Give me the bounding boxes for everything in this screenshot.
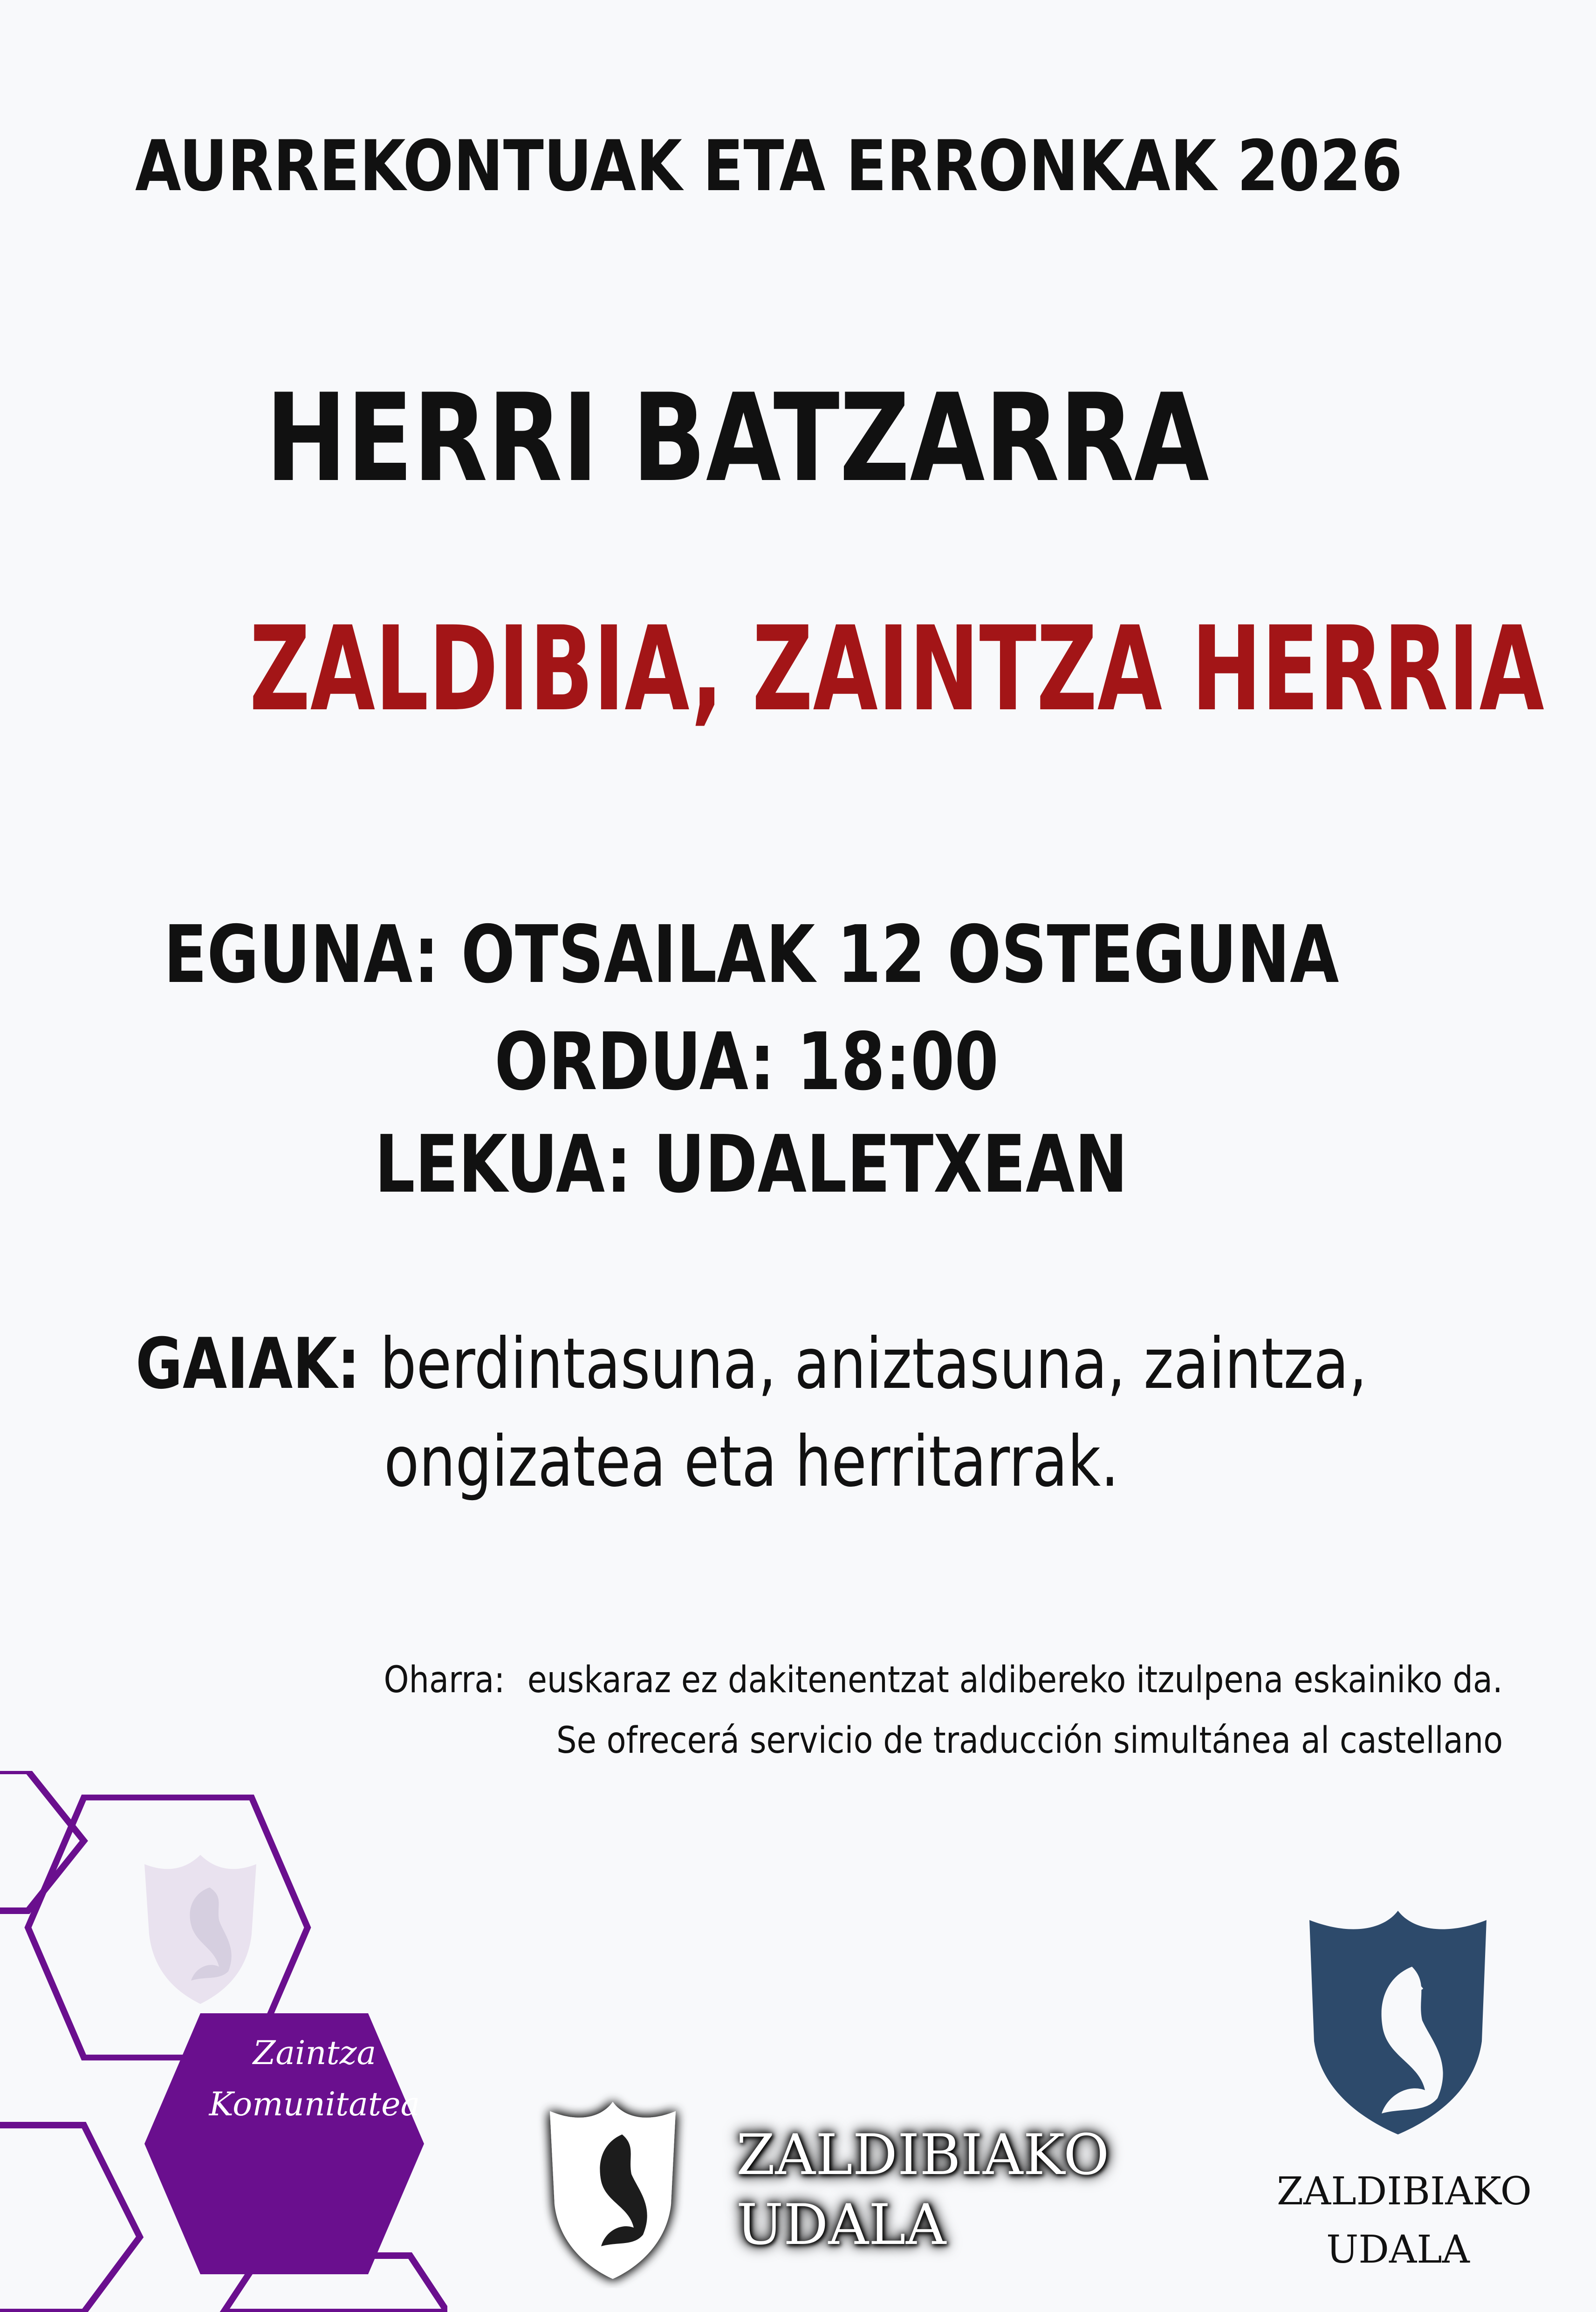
note-basque-wrap	[384, 1659, 1503, 1701]
community-logo-text	[193, 2027, 436, 2130]
topics-list-2: ongizatea eta herritarrak.	[384, 1421, 1119, 1502]
council-logo-center	[536, 2083, 1110, 2288]
highlight-text: ZALDIBIA, ZAINTZA HERRIA	[249, 601, 1544, 737]
council-logo-right-text	[1277, 2162, 1532, 2279]
subtitle-text: AURREKONTUAK ETA ERRONKAK 2026	[135, 126, 1403, 207]
title-text: HERRI BATZARRA	[266, 368, 1209, 509]
faded-horse-shield-icon	[144, 1855, 256, 2004]
event-time	[0, 1016, 1545, 1108]
note-spanish	[427, 1720, 1503, 1762]
note-label: Oharra:	[384, 1659, 505, 1701]
topics-list-1: berdintasuna, aniztasuna, zaintza,	[380, 1324, 1367, 1405]
topics-line-1-wrap	[136, 1324, 1367, 1405]
event-place	[0, 1118, 1549, 1211]
council-center-line-2: UDALA	[736, 2193, 946, 2257]
council-right-line-1: ZALDIBIAKO	[1277, 2169, 1532, 2214]
poster-title	[0, 368, 1535, 509]
council-right-line-2: UDALA	[1326, 2228, 1470, 2272]
community-logo-line-2: Komunitatea	[209, 2085, 420, 2123]
hexagon-outline	[0, 2125, 140, 2312]
topics-line-1	[0, 1324, 1549, 1405]
event-place-text: LEKUA: UDALETXEAN	[375, 1118, 1128, 1211]
council-center-line-1: ZALDIBIAKO	[736, 2123, 1110, 2188]
poster-subtitle	[0, 126, 1596, 207]
event-time-text: ORDUA: 18:00	[494, 1016, 999, 1108]
note-basque	[231, 1659, 1503, 1701]
topics-line-2-wrap	[384, 1421, 1119, 1502]
event-date	[0, 909, 1549, 1001]
topics-line-2	[0, 1421, 1549, 1502]
community-logo-line-1: Zaintza	[253, 2034, 377, 2072]
topics-label: GAIAK:	[136, 1324, 360, 1405]
note-spanish-text: Se ofrecerá servicio de traducción simultánea al castellano	[556, 1720, 1503, 1762]
council-logo-center-text	[736, 2120, 1109, 2260]
note-basque-text: euskaraz ez dakitenentzat aldibereko itzulpena eskainiko da.	[527, 1659, 1503, 1701]
horse-shield-icon	[1277, 1901, 1519, 2144]
poster-highlight-title	[0, 601, 1594, 737]
horse-shield-icon	[536, 2083, 690, 2288]
event-date-text: EGUNA: OTSAILAK 12 OSTEGUNA	[164, 909, 1339, 1001]
council-logo-right	[1277, 1901, 1532, 2284]
